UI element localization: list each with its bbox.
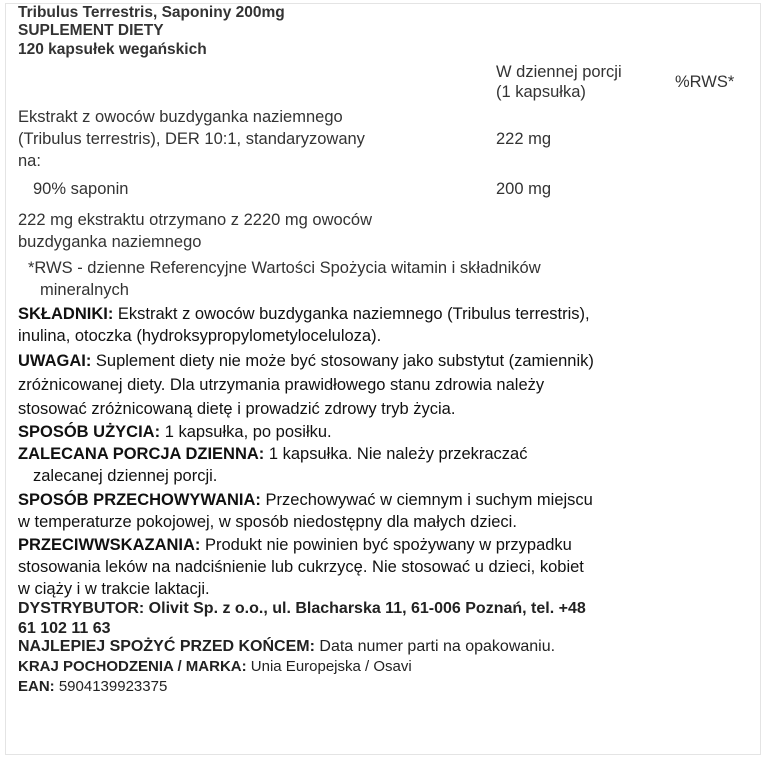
row-extract-name-line2: (Tribulus terrestris), DER 10:1, standaryzowany [18,130,365,148]
package-size: 120 kapsułek wegańskich [18,41,207,58]
ean-label: EAN: [18,678,55,695]
sposob-uzycia-text: 1 kapsułka, po posiłku. [160,423,332,441]
uwagi-text1: Suplement diety nie może być stosowany jako substytut (zamiennik) [91,352,594,370]
sposob-uzycia-label: SPOSÓB UŻYCIA: [18,423,161,441]
dystrybutor-line2: 61 102 11 63 [18,620,111,637]
ean-value: 5904139923375 [54,678,168,695]
uwagi-label: UWAGAI: [18,352,92,370]
zalecana-porcja-text1: 1 kapsułka. Nie należy przekraczać [264,445,528,463]
uwagi-line2: zróżnicowanej diety. Dla utrzymania prawidłowego stanu zdrowia należy [18,376,545,394]
rws-note-line1: *RWS - dzienne Referencyjne Wartości Spożycia witamin i składników [28,259,541,277]
skladniki-text1: Ekstrakt z owoców buzdyganka naziemnego (Tribulus terrestris), [113,305,590,323]
przeciwwskazania-text1: Produkt nie powinien być spożywany w przypadku [200,536,572,554]
kraj-line [18,658,412,675]
najlepiej-value: Data numer parti na opakowaniu. [314,638,556,655]
zalecana-porcja-label: ZALECANA PORCJA DZIENNA: [18,445,265,463]
uwagi-line1 [18,350,594,372]
przechowywanie-line1 [18,489,593,511]
kraj-label: KRAJ POCHODZENIA / MARKA: [18,658,247,675]
uwagi-line3: stosować zróżnicowaną dietę i prowadzić zdrowy tryb życia. [18,400,456,418]
przeciwwskazania-label: PRZECIWWSKAZANIA: [18,536,201,554]
przeciwwskazania-line1 [18,534,572,556]
col-dose-header-line1: W dziennej porcji [496,63,622,81]
przechowywanie-line2: w temperaturze pokojowej, w sposób niedostępny dla małych dzieci. [18,513,517,531]
row-extract-name-line3: na: [18,152,41,170]
dystrybutor-line1: DYSTRYBUTOR: Olivit Sp. z o.o., ul. Blacharska 11, 61-006 Poznań, tel. +48 [18,600,586,617]
kraj-value: Unia Europejska / Osavi [246,658,412,675]
przeciwwskazania-line2: stosowania leków na nadciśnienie lub cukrzycę. Nie stosować u dzieci, kobiet [18,558,584,576]
najlepiej-label: NAJLEPIEJ SPOŻYĆ PRZED KOŃCEM: [18,638,315,655]
product-name: Tribulus Terrestris, Saponiny 200mg [18,4,285,21]
col-rws-header: %RWS* [675,73,735,91]
skladniki-label: SKŁADNIKI: [18,305,114,323]
ean-line [18,678,167,695]
col-dose-header-line2: (1 kapsułka) [496,83,586,101]
row-saponin-name: 90% saponin [33,180,129,198]
skladniki-line1 [18,303,590,325]
rws-note-line2: mineralnych [40,281,129,299]
skladniki-line2: inulina, otoczka (hydroksypropylometyloceluloza). [18,327,382,345]
przeciwwskazania-line3: w ciąży i w trakcie laktacji. [18,580,210,598]
extract-note-line1: 222 mg ekstraktu otrzymano z 2220 mg owoców [18,211,373,229]
zalecana-porcja-line1 [18,443,527,465]
row-extract-dose: 222 mg [496,130,552,148]
product-category: SUPLEMENT DIETY [18,22,164,39]
row-extract-name-line1: Ekstrakt z owoców buzdyganka naziemnego [18,108,343,126]
sposob-uzycia-line [18,421,332,443]
przechowywanie-text1: Przechowywać w ciemnym i suchym miejscu [260,491,593,509]
row-saponin-dose: 200 mg [496,180,552,198]
extract-note-line2: buzdyganka naziemnego [18,233,202,251]
przechowywanie-label: SPOSÓB PRZECHOWYWANIA: [18,491,261,509]
najlepiej-line [18,638,555,656]
zalecana-porcja-line2: zalecanej dziennej porcji. [33,467,218,485]
